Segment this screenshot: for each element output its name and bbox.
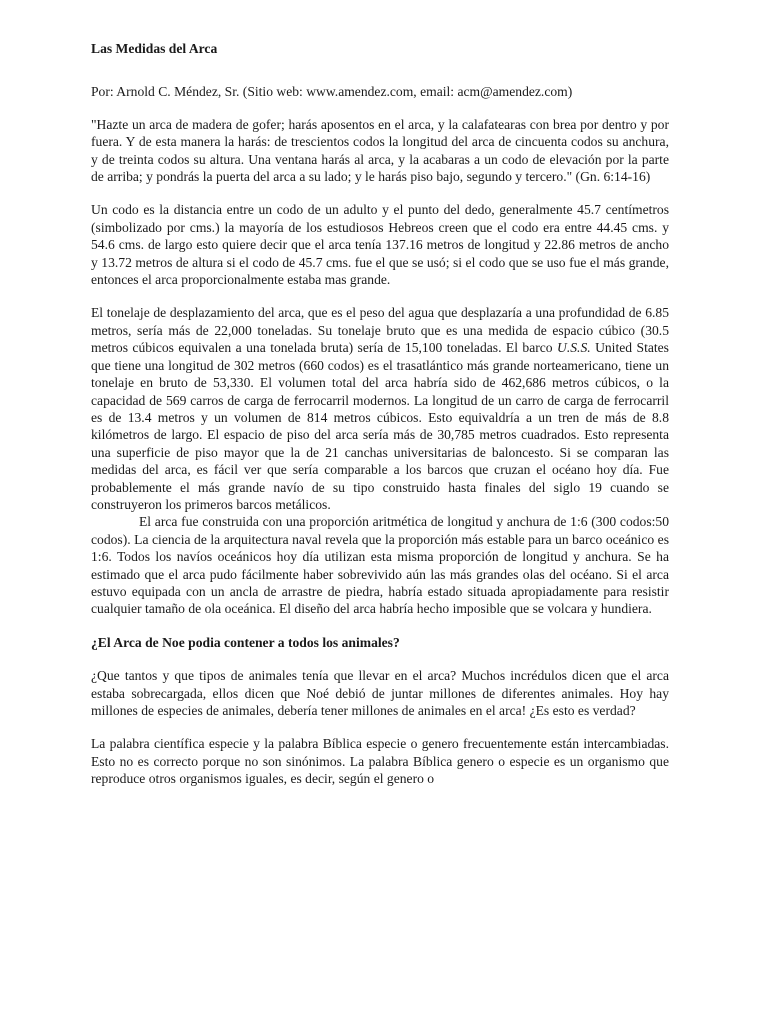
author-line: Por: Arnold C. Méndez, Sr. (Sitio web: www.amendez.com, email: acm@amendez.com) — [91, 84, 573, 100]
tonnage-text-start: El tonelaje de desplazamiento del arca, que es el peso del agua que desplazaría a una profundidad de 6.85 metros, sería más de 22,000 toneladas. Su tonelaje bruto que es una medida de espacio cúbico (30.5 metros cúbicos equivalen a una tonelada bruta) sería de 15,100 toneladas. El barco — [91, 305, 669, 356]
proportion-paragraph: El arca fue construida con una proporción aritmética de longitud y anchura de 1:6 (300 codos:50 codos). La ciencia de la arquitectura naval revela que la proporción más estable para un barco oceánico es 1:6. Todos los navíos oceánicos hoy día utilizan esta misma proporción de longitud y anchura. Se ha estimado que el arca pudo fácilmente haber sobrevivido aún las más grandes olas del océano. Si el arca estuvo equipada con un ancla de arrastre de piedra, habría estado situada apropiadamente para resistir cualquier tamaño de ola oceánica. El diseño del arca habría hecho imposible que se volcara y hundiera. — [91, 514, 669, 617]
tonnage-text-rest: United States que tiene una longitud de 302 metros (660 codos) es el trasatlántico más grande norteamericano, tiene un tonelaje en bruto de 53,330. El volumen total del arca habría sido de 462,686 metros cúbicos, o la capacidad de 569 carros de carga de ferrocarril modernos. La longitud de un carro de carga de ferrocarril es de 13.4 metros y un volumen de 814 metros cúbicos. Esto equivaldría a un tren de más de 8.8 kilómetros de largo. El espacio de piso del arca sería más de 30,785 metros cuadrados. Esto representa una superficie de piso mayor que la de 21 canchas universitarias de baloncesto. Si se comparan las medidas del arca, es fácil ver que sería comparable a los barcos que cruzan el océano hoy día. Fue probablemente el más grande navío de su tipo construido hasta finales del siglo 19 cuando se construyeron los primeros barcos metálicos. — [91, 340, 669, 512]
tonnage-paragraph — [91, 304, 669, 513]
document-page — [91, 40, 669, 804]
species-paragraph: La palabra científica especie y la palabra Bíblica especie o genero frecuentemente están intercambiadas. Esto no es correcto porque no son sinónimos. La palabra Bíblica genero o especie es un organismo que reproduce otros organismos iguales, es decir, según el genero o — [91, 736, 669, 787]
animals-paragraph: ¿Que tantos y que tipos de animales tenía que llevar en el arca? Muchos incrédulos dicen que el arca estaba sobrecargada, ellos dicen que Noé debió de juntar millones de diferentes animales. Hoy hay millones de especies de animales, debería tener millones de animales en el arca! ¿Es esto es verdad? — [91, 668, 669, 718]
cubit-paragraph: Un codo es la distancia entre un codo de un adulto y el punto del dedo, generalmente 45.7 centímetros (simbolizado por cms.) la mayoría de los estudiosos Hebreos creen que el codo era entre 44.45 cms. y 54.6 cms. de largo esto quiere decir que el arca tenía 137.16 metros de longitud y 22.86 metros de ancho y 13.72 metros de altura si el codo de 45.7 cms. fue el que se usó; si el codo que se uso fue el más grande, entonces el arca proporcionalmente estaba mas grande. — [91, 202, 669, 288]
genesis-quote: "Hazte un arca de madera de gofer; harás aposentos en el arca, y la calafatearas con brea por dentro y por fuera. Y de esta manera la harás: de trescientos codos la longitud del arca de cincuenta codos su anchura, y de treinta codos su altura. Una ventana harás al arca, y la acabaras a un codo de elevación por la parte de arriba; y pondrás la puerta del arca a su lado; y le harás piso bajo, segundo y tercero." (Gn. 6:14-16) — [91, 116, 669, 185]
ship-prefix: U.S.S. — [557, 340, 591, 356]
animals-subheading: ¿El Arca de Noe podia contener a todos los animales? — [91, 634, 400, 650]
document-title: Las Medidas del Arca — [91, 41, 218, 56]
